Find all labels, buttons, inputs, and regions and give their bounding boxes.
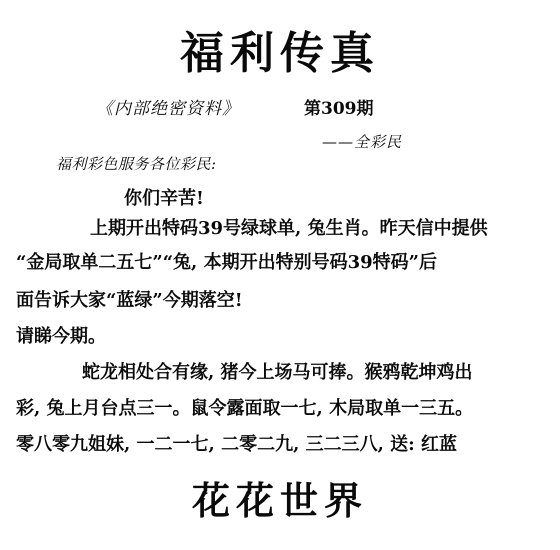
closing-request: 请睇今期。 — [16, 326, 106, 347]
issue-number: 第309期 — [304, 99, 374, 119]
greeting-line: 你们辛苦! — [124, 188, 204, 209]
paragraph1-line-3: 面告诉大家“蓝绿”今期落空! — [16, 290, 243, 311]
signature-line: ——全彩民 — [322, 133, 403, 151]
paragraph1-line-2: “金局取单二五七”“兔, 本期开出特别号码39特码”后 — [16, 252, 437, 273]
paragraph2-line-3: 零八零九姐妹, 一二一七, 二零二九, 三二三八, 送: 红蓝 — [16, 434, 458, 455]
salutation-line: 福利彩色服务各位彩民: — [56, 155, 217, 173]
paragraph2-line-2: 彩, 兔上月台点三一。鼠令露面取一七, 木局取单一三五。 — [16, 398, 474, 419]
paragraph2-line-1: 蛇龙相处合有缘, 猪今上场马可捧。猴鸦乾坤鸡出 — [82, 362, 473, 383]
document-title: 福利传真 — [180, 28, 380, 79]
footer-title: 花花世界 — [191, 478, 368, 523]
paragraph1-line-1: 上期开出特码39号绿球单, 兔生肖。昨天信中提供 — [90, 218, 488, 239]
confidential-label: 《内部绝密资料》 — [96, 99, 240, 119]
